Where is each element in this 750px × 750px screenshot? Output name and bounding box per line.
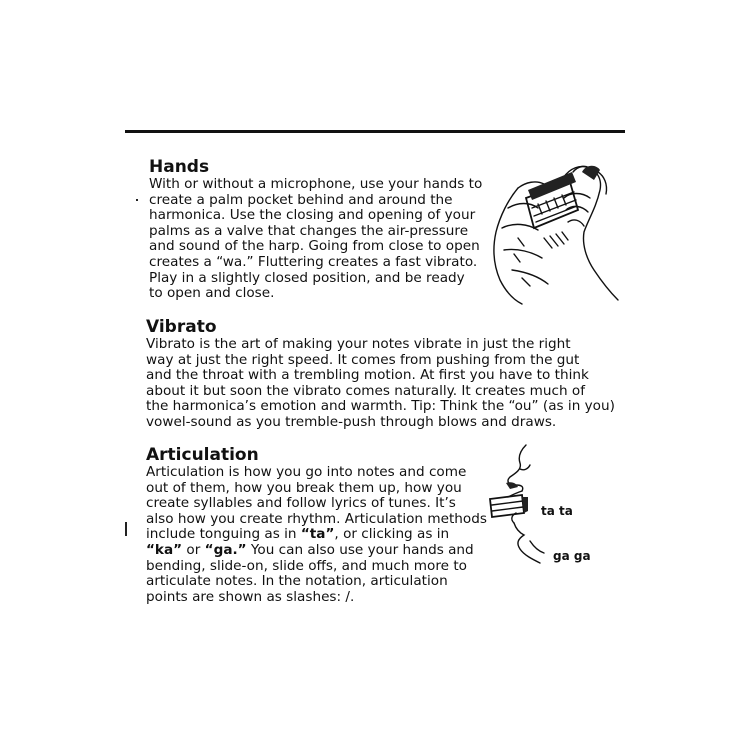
hands-section bbox=[149, 157, 494, 302]
text-span: include tonguing as in bbox=[146, 526, 301, 543]
margin-mark bbox=[125, 522, 127, 536]
top-rule bbox=[125, 130, 625, 133]
articulation-heading: Articulation bbox=[146, 445, 259, 465]
text-span: You can also use your hands and bbox=[246, 541, 474, 558]
vibrato-heading: Vibrato bbox=[146, 317, 217, 337]
articulation-line: create syllables and follow lyrics of tunes. It’s bbox=[146, 495, 456, 512]
articulation-line: points are shown as slashes: /. bbox=[146, 588, 355, 605]
hands-body: With or without a microphone, use your hands to create a palm pocket behind and around the harmonica. Use the closing and opening of your palms as a valve that changes the air-pressure and sound of the harp. Going from close to open creates a “wa.” Fluttering creates a fast vibrato. Play in a slightly closed position, and be ready to open and close. bbox=[149, 176, 483, 302]
ka-emphasis: “ka” bbox=[146, 541, 183, 558]
hands-heading: Hands bbox=[149, 157, 210, 177]
text-span: , or clicking as in bbox=[334, 526, 450, 543]
articulation-line bbox=[146, 527, 491, 543]
vibrato-section bbox=[146, 317, 636, 431]
articulation-line: bending, slide-on, slide offs, and much more to bbox=[146, 557, 467, 574]
ga-emphasis: “ga.” bbox=[204, 541, 247, 558]
articulation-body bbox=[146, 465, 491, 605]
ta-ta-label: ta ta bbox=[541, 504, 573, 518]
articulation-line: articulate notes. In the notation, articulation bbox=[146, 573, 448, 590]
ta-emphasis: “ta” bbox=[300, 526, 335, 543]
text-span: or bbox=[182, 541, 205, 558]
articulation-line: also how you create rhythm. Articulation methods bbox=[146, 510, 487, 527]
articulation-line: Articulation is how you go into notes and come bbox=[146, 464, 467, 480]
vibrato-body: Vibrato is the art of making your notes vibrate in just the right way at just the right speed. It comes from pushing from the gut and the throat with a trembling motion. At first you have to think about it but soon the vibrato comes naturally. It creates much of the harmonica’s emotion and warmth. Tip: Think the “ou” (as in you) vowel-sound as you tremble-push through blows and draws. bbox=[146, 336, 615, 430]
hands-holding-harmonica-illustration bbox=[478, 158, 628, 306]
articulation-line bbox=[146, 543, 491, 559]
articulation-section bbox=[146, 445, 491, 605]
print-speck bbox=[136, 199, 138, 201]
face-profile-illustration bbox=[486, 443, 548, 583]
ga-ga-label: ga ga bbox=[553, 549, 591, 563]
articulation-line: out of them, how you break them up, how you bbox=[146, 479, 462, 496]
